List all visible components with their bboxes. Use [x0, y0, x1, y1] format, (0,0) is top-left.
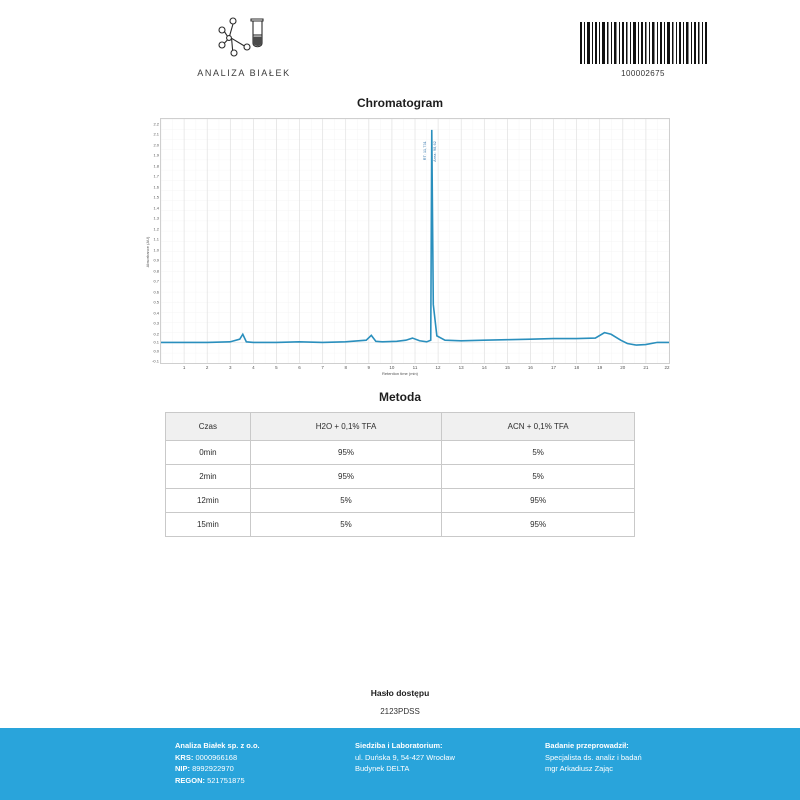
y-tick: 1.2 — [153, 226, 159, 232]
y-tick: 0.1 — [153, 339, 159, 345]
peak-annotation-area: Area: 98,62 — [433, 140, 438, 162]
y-tick: 0.2 — [153, 331, 159, 337]
y-tick: -0.1 — [152, 358, 159, 364]
footer-performed-title: Badanie przeprowadził: — [545, 741, 629, 750]
y-tick: 2.0 — [153, 142, 159, 148]
footer-regon-label: REGON: — [175, 775, 205, 785]
y-tick: 0.6 — [153, 289, 159, 295]
column-header-water: H2O + 0,1% TFA — [250, 413, 441, 441]
x-tick: 13 — [458, 365, 464, 370]
footer-krs — [175, 752, 355, 764]
method-title: Metoda — [379, 390, 421, 404]
table-row — [166, 441, 635, 465]
footer-performed-block — [545, 740, 745, 800]
cell-acn: 5% — [442, 465, 635, 489]
table-row — [166, 513, 635, 537]
footer-company-name: Analiza Białek sp. z o.o. — [175, 741, 260, 750]
barcode-block — [528, 22, 758, 78]
x-tick: 21 — [643, 365, 649, 370]
document-header — [0, 0, 800, 92]
chart-svg — [161, 119, 669, 363]
table-row — [166, 489, 635, 513]
y-tick: 0.3 — [153, 320, 159, 326]
x-axis-label: Retention time (min) — [381, 371, 418, 376]
y-tick: 2.1 — [153, 131, 159, 137]
password-value: 2123PDSS — [380, 707, 420, 716]
document-footer — [0, 728, 800, 800]
barcode-icon — [579, 22, 707, 64]
access-password-block — [0, 688, 800, 716]
y-tick: 1.3 — [153, 215, 159, 221]
x-tick: 19 — [597, 365, 603, 370]
footer-office-block — [355, 740, 545, 800]
barcode-number: 100002675 — [621, 69, 665, 78]
footer-regon-value: 521751875 — [207, 775, 245, 785]
x-tick: 14 — [481, 365, 487, 370]
x-tick: 17 — [551, 365, 557, 370]
table-row — [166, 465, 635, 489]
footer-company-block — [175, 740, 355, 800]
y-tick: 1.8 — [153, 163, 159, 169]
footer-krs-value: 0000966168 — [195, 752, 238, 762]
x-tick: 8 — [344, 365, 347, 370]
footer-performed-line1: Specjalista ds. analiz i badań — [545, 752, 642, 762]
x-tick: 16 — [527, 365, 533, 370]
column-header-acn: ACN + 0,1% TFA — [442, 413, 635, 441]
footer-office-line2: Budynek DELTA — [355, 764, 410, 774]
y-tick: 0.4 — [153, 310, 159, 316]
footer-nip-value: 8992922970 — [192, 764, 234, 774]
y-tick: 1.1 — [153, 236, 159, 242]
x-tick: 10 — [389, 365, 395, 370]
footer-office-line1: ul. Duńska 9, 54-427 Wrocław — [355, 752, 455, 762]
y-tick: 1.9 — [153, 152, 159, 158]
y-tick: 1.7 — [153, 173, 159, 179]
footer-krs-label: KRS: — [175, 752, 194, 762]
footer-performed-line2: mgr Arkadiusz Zając — [545, 764, 613, 774]
footer-regon — [175, 775, 355, 787]
cell-time: 2min — [166, 465, 251, 489]
y-tick: 1.0 — [153, 247, 159, 253]
cell-acn: 95% — [442, 513, 635, 537]
footer-nip-label: NIP: — [175, 764, 190, 774]
x-tick: 18 — [574, 365, 580, 370]
y-tick: 0.9 — [153, 257, 159, 263]
y-tick: 0.0 — [153, 348, 159, 354]
method-table-wrapper — [165, 412, 635, 537]
flask-molecule-icon — [213, 14, 275, 62]
method-table — [165, 412, 635, 537]
x-tick: 9 — [367, 365, 371, 370]
y-tick: 0.8 — [153, 268, 159, 274]
y-tick: 0.5 — [153, 299, 159, 305]
chart-plot-area — [152, 118, 670, 370]
column-header-time: Czas — [166, 413, 251, 441]
cell-water: 5% — [250, 513, 441, 537]
x-tick: 5 — [275, 365, 278, 370]
y-tick: 1.6 — [153, 184, 159, 190]
x-tick: 12 — [435, 365, 441, 370]
footer-nip — [175, 763, 355, 775]
cell-time: 0min — [166, 441, 251, 465]
cell-acn: 95% — [442, 489, 635, 513]
x-tick: 3 — [228, 365, 232, 370]
chromatogram-chart — [130, 118, 670, 386]
x-tick: 11 — [412, 365, 418, 370]
y-tick: 1.4 — [153, 205, 159, 211]
cell-time: 15min — [166, 513, 251, 537]
y-tick: 1.5 — [153, 194, 159, 200]
table-header-row — [166, 413, 635, 441]
password-label: Hasło dostępu — [370, 688, 430, 698]
brand-name: ANALIZA BIAŁEK — [197, 68, 291, 78]
footer-office-title: Siedziba i Laboratorium: — [355, 741, 443, 750]
cell-water: 5% — [250, 489, 441, 513]
brand-logo — [94, 14, 394, 78]
chromatogram-title: Chromatogram — [356, 96, 443, 110]
cell-acn: 5% — [442, 441, 635, 465]
y-axis-label: Absorbance (AU) — [144, 236, 150, 268]
x-tick: 4 — [252, 365, 255, 370]
x-tick: 6 — [298, 365, 301, 370]
x-tick: 1 — [182, 365, 186, 370]
x-tick: 7 — [321, 365, 324, 370]
cell-water: 95% — [250, 441, 441, 465]
cell-time: 12min — [166, 489, 251, 513]
cell-water: 95% — [250, 465, 441, 489]
x-tick: 22 — [664, 365, 670, 370]
y-tick: 2.2 — [153, 121, 159, 127]
x-tick: 15 — [504, 365, 510, 370]
y-tick: 0.7 — [153, 278, 159, 284]
peak-annotation-rt: RT: 11,731 — [423, 140, 428, 161]
x-tick: 20 — [620, 365, 626, 370]
x-tick: 2 — [205, 365, 209, 370]
